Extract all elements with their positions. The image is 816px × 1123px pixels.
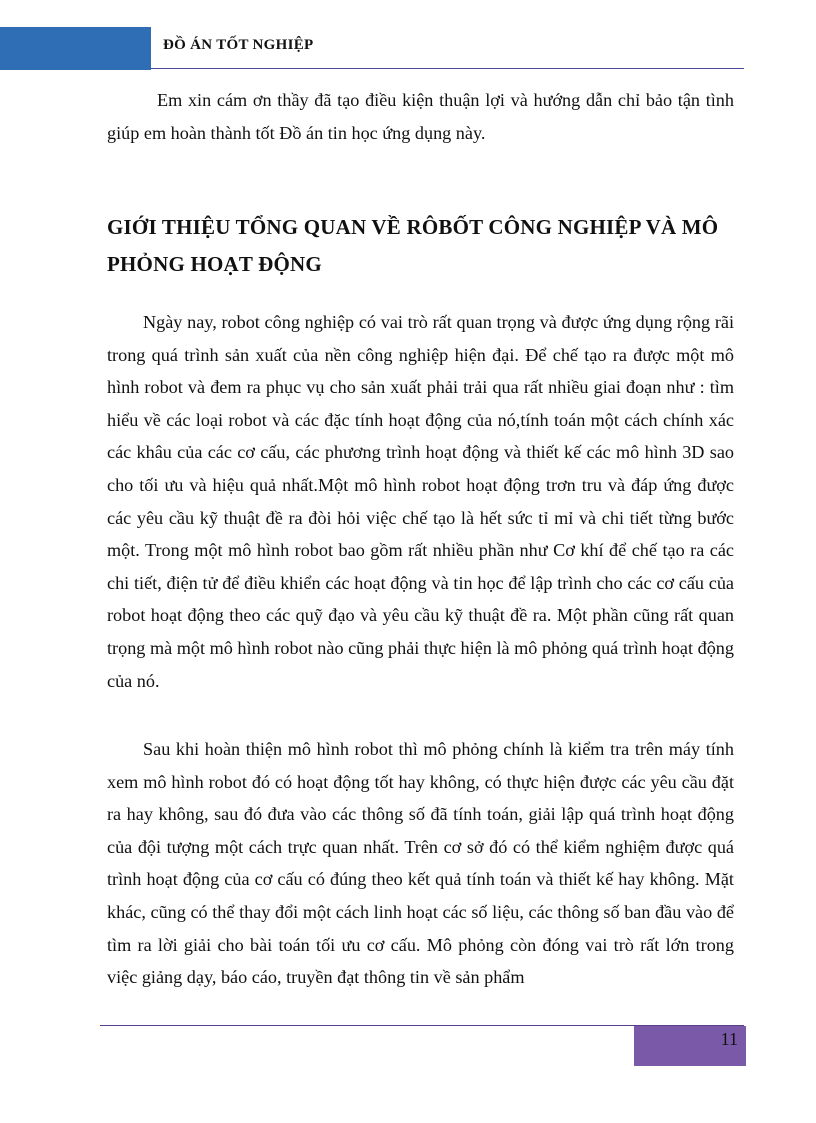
page-number: 11 xyxy=(720,1029,738,1049)
body-paragraph-2: Sau khi hoàn thiện mô hình robot thì mô phỏng chính là kiểm tra trên máy tính xem mô hình robot đó có hoạt động tốt hay không, có thực hiện được các yêu cầu đặt ra hay không, sau đó đưa vào các thông số đã tính toán, giải lập quá trình hoạt động của đội tượng một cách trực quan nhất. Trên cơ sở đó có thể kiểm nghiệm được quá trình hoạt động của cơ cấu có đúng theo kết quả tính toán và thiết kế hay không. Mặt khác, cũng có thể thay đổi một cách linh hoạt các số liệu, các thông số ban đầu vào để tìm ra lời giải cho bài toán tối ưu cơ cấu. Mô phỏng còn đóng vai trò rất lớn trong việc giảng dạy, báo cáo, truyền đạt thông tin về sản phẩm xyxy=(107,739,734,988)
header-title: ĐỒ ÁN TỐT NGHIỆP xyxy=(163,37,314,53)
page-number-box xyxy=(634,1026,746,1066)
header-color-block xyxy=(0,27,151,70)
section-heading: GIỚI THIỆU TỔNG QUAN VỀ RÔBỐT CÔNG NGHIỆP VÀ MÔ PHỎNG HOẠT ĐỘNG xyxy=(107,215,719,276)
header-divider xyxy=(151,68,744,69)
body-paragraph-1: Ngày nay, robot công nghiệp có vai trò rất quan trọng và được ứng dụng rộng rãi trong quá trình sản xuất của nền công nghiệp hiện đại. Để chế tạo ra được một mô hình robot và đem ra phục vụ cho sản xuất phải trải qua rất nhiều giai đoạn như : tìm hiểu về các loại robot và các đặc tính hoạt động của nó,tính toán một cách chính xác các khâu của các cơ cấu, các phương trình hoạt động và thiết kế các mô hình 3D sao cho tối ưu và hiệu quả nhất.Một mô hình robot hoạt động trơn tru và đáp ứng được các yêu cầu kỹ thuật đề ra đòi hỏi việc chế tạo là hết sức tỉ mỉ và chi tiết từng bước một. Trong một mô hình robot bao gồm rất nhiều phần như Cơ khí để chế tạo ra các chi tiết, điện tử để điều khiển các hoạt động và tin học để lập trình cho các cơ cấu của robot hoạt động theo các quỹ đạo và yêu cầu kỹ thuật đề ra. Một phần cũng rất quan trọng mà một mô hình robot nào cũng phải thực hiện là mô phỏng quá trình hoạt động của nó. xyxy=(107,312,734,691)
thanks-paragraph: Em xin cám ơn thầy đã tạo điều kiện thuận lợi và hướng dẫn chỉ bảo tận tình giúp em hoàn thành tốt Đồ án tin học ứng dụng này. xyxy=(107,90,734,143)
